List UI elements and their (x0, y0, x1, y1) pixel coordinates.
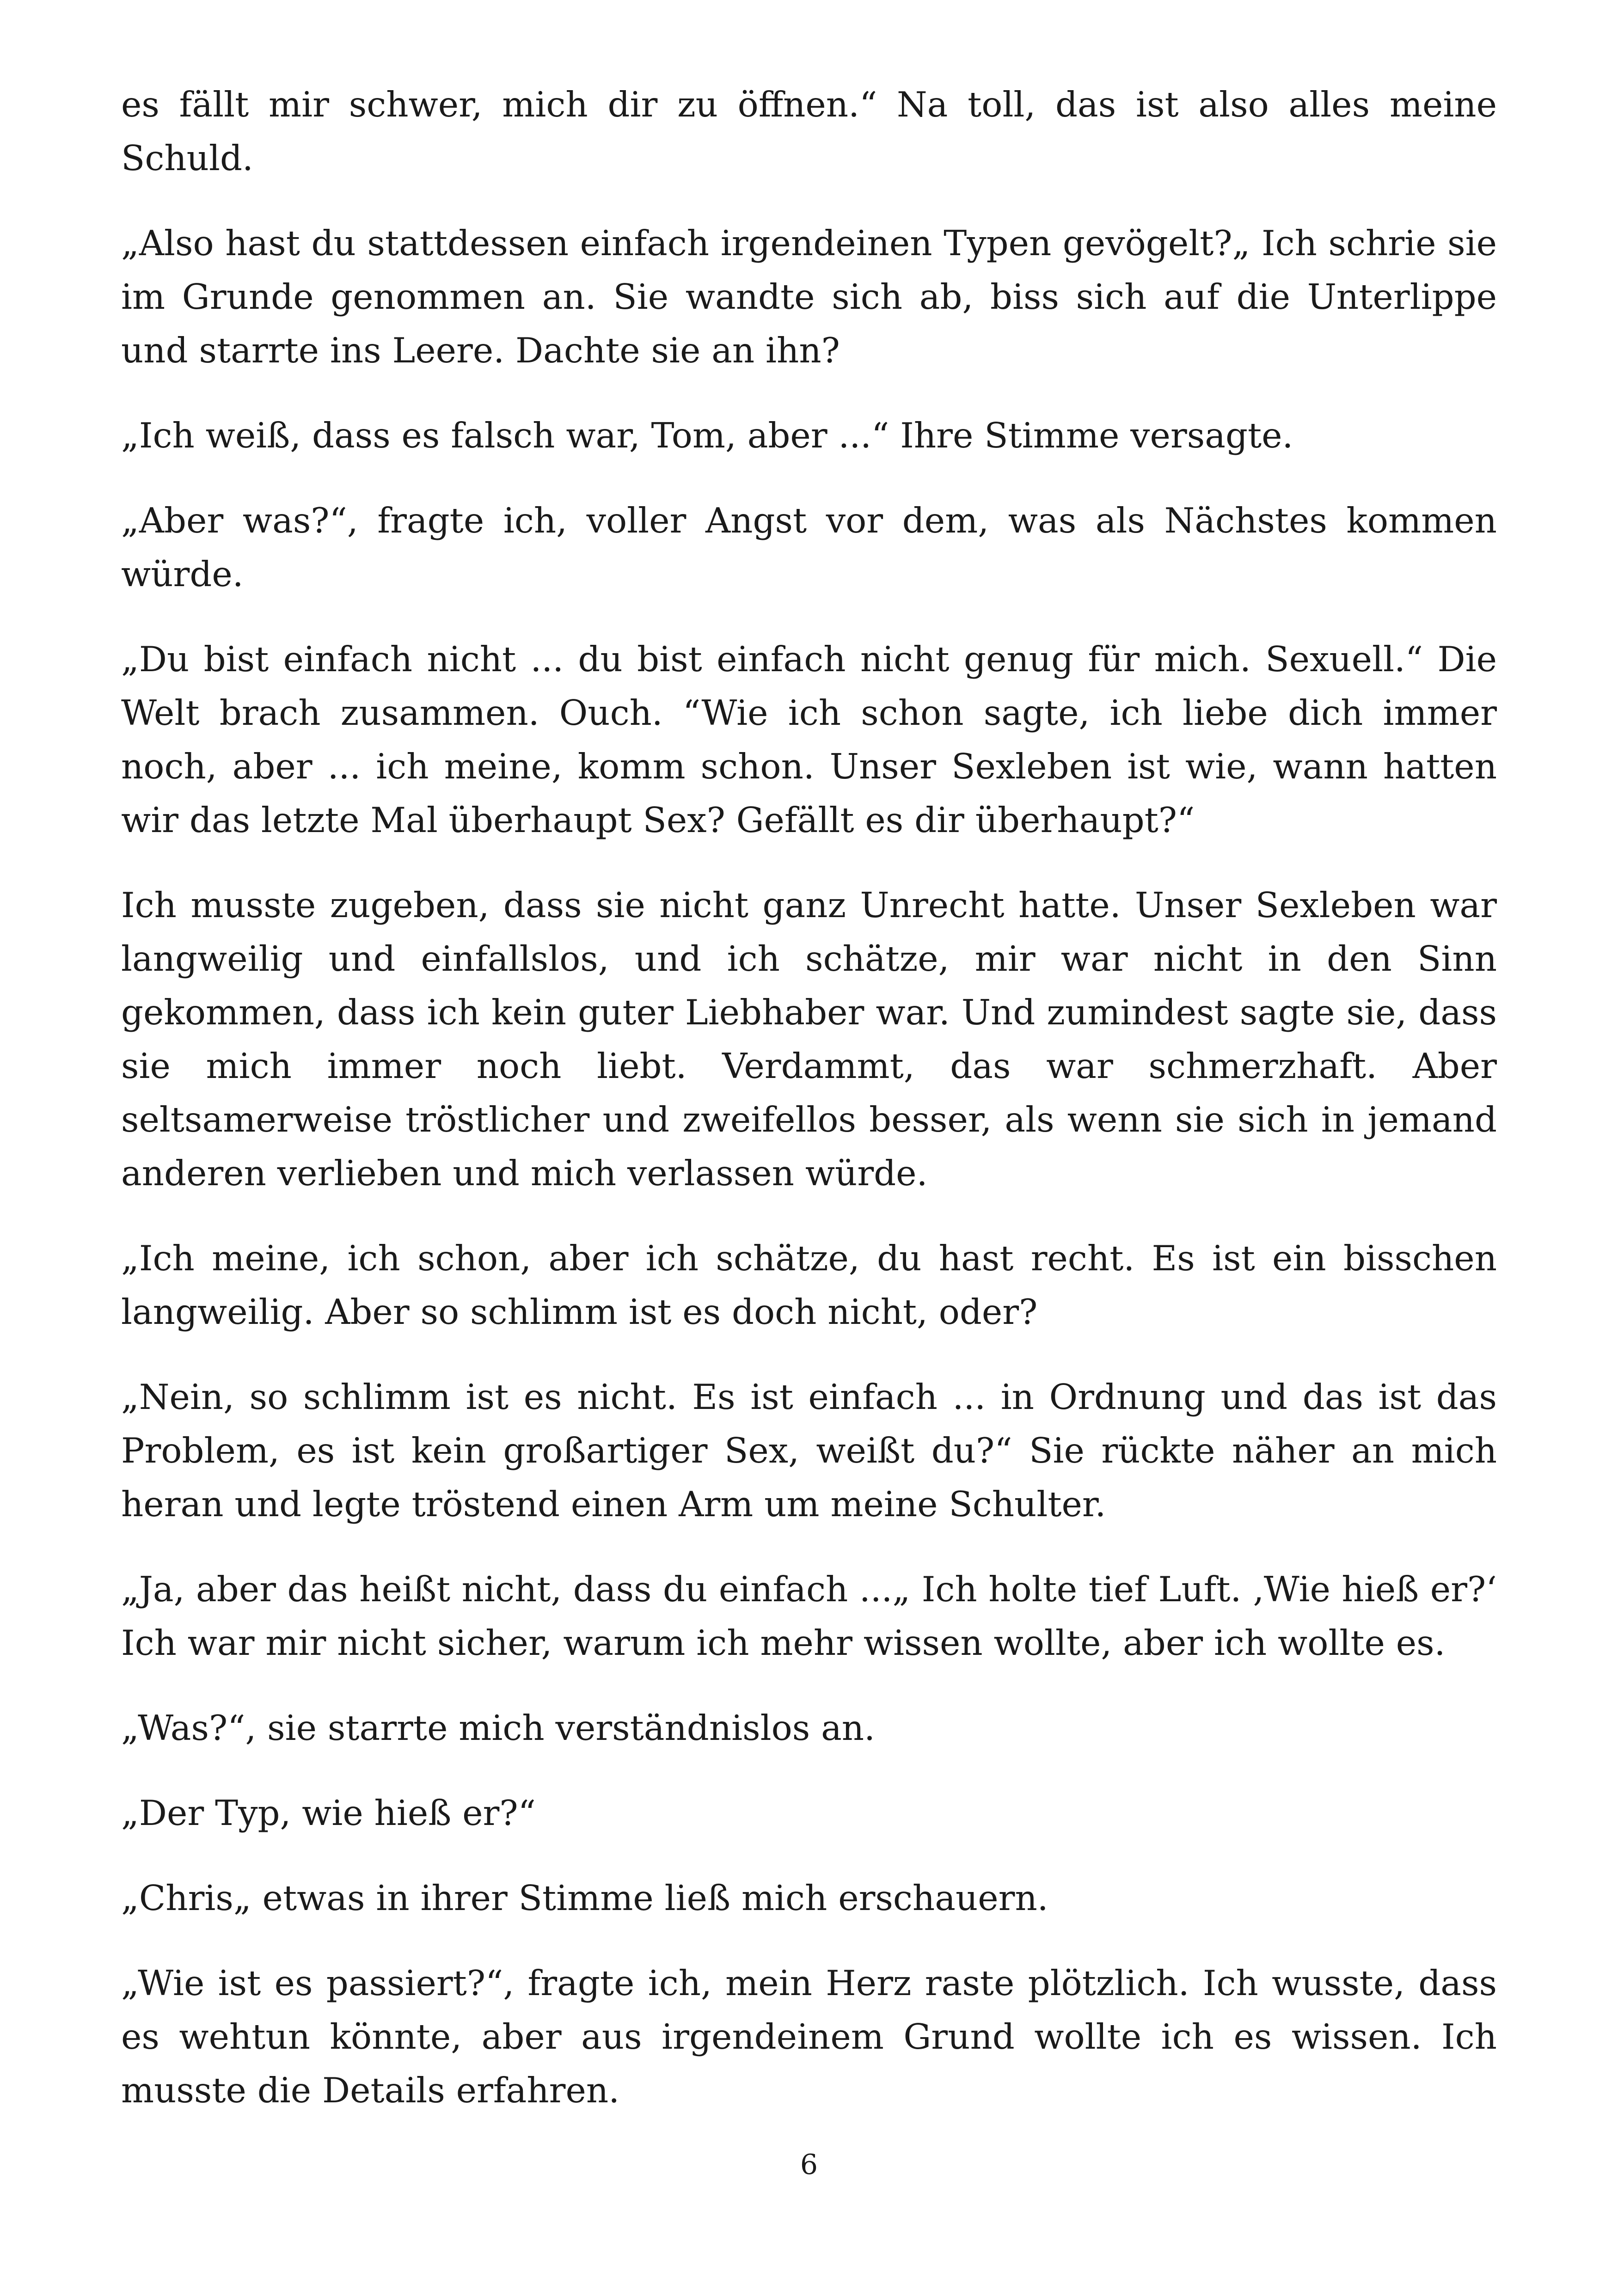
paragraph: „Aber was?“, fragte ich, voller Angst vor dem, was als Nächstes kommen würde. (121, 500, 1497, 594)
paragraph: „Ich meine, ich schon, aber ich schätze, du hast recht. Es ist ein bisschen langweilig. Aber so schlimm ist es doch nicht, oder? (121, 1238, 1497, 1332)
body-text (121, 78, 1497, 2149)
paragraph: „Du bist einfach nicht ... du bist einfach nicht genug für mich. Sexuell.“ Die Welt brach zusammen. Ouch. “Wie ich schon sagte, ich liebe dich immer noch, aber ... ich meine, komm schon. Unser Sexleben ist wie, wann hatten wir das letzte Mal überhaupt Sex? Gefällt es dir überhaupt?“ (121, 639, 1497, 840)
paragraph: „Wie ist es passiert?“, fragte ich, mein Herz raste plötzlich. Ich wusste, dass es wehtun könnte, aber aus irgendeinem Grund wollte ich es wissen. Ich musste die Details erfahren. (121, 1963, 1497, 2111)
paragraph: „Was?“, sie starrte mich verständnislos an. (121, 1708, 875, 1748)
paragraph: „Ich weiß, dass es falsch war, Tom, aber ...“ Ihre Stimme versagte. (121, 415, 1293, 456)
paragraph: „Der Typ, wie hieß er?“ (121, 1793, 536, 1833)
paragraph: „Also hast du stattdessen einfach irgendeinen Typen gevögelt?„ Ich schrie sie im Grunde genommen an. Sie wandte sich ab, biss sich auf die Unterlippe und starrte ins Leere. Dachte sie an ihn? (121, 223, 1497, 371)
paragraph: es fällt mir schwer, mich dir zu öffnen.“ Na toll, das ist also alles meine Schuld. (121, 84, 1497, 178)
paragraph: Ich musste zugeben, dass sie nicht ganz Unrecht hatte. Unser Sexleben war langweilig und einfallslos, und ich schätze, mir war nicht in den Sinn gekommen, dass ich kein guter Liebhaber war. Und zumindest sagte sie, dass sie mich immer noch liebt. Verdammt, das war schmerzhaft. Aber seltsamerweise tröstlicher und zweifellos besser, als wenn sie sich in jemand anderen verlieben und mich verlassen würde. (121, 885, 1497, 1194)
paragraph: „Ja, aber das heißt nicht, dass du einfach ...„ Ich holte tief Luft. ‚Wie hieß er?‘ Ich war mir nicht sicher, warum ich mehr wissen wollte, aber ich wollte es. (121, 1569, 1497, 1663)
paragraph: „Nein, so schlimm ist es nicht. Es ist einfach ... in Ordnung und das ist das Problem, es ist kein großartiger Sex, weißt du?“ Sie rückte näher an mich heran und legte tröstend einen Arm um meine Schulter. (121, 1377, 1497, 1525)
paragraph: „Chris„ etwas in ihrer Stimme ließ mich erschauern. (121, 1878, 1048, 1918)
page-number: 6 (800, 2149, 818, 2181)
